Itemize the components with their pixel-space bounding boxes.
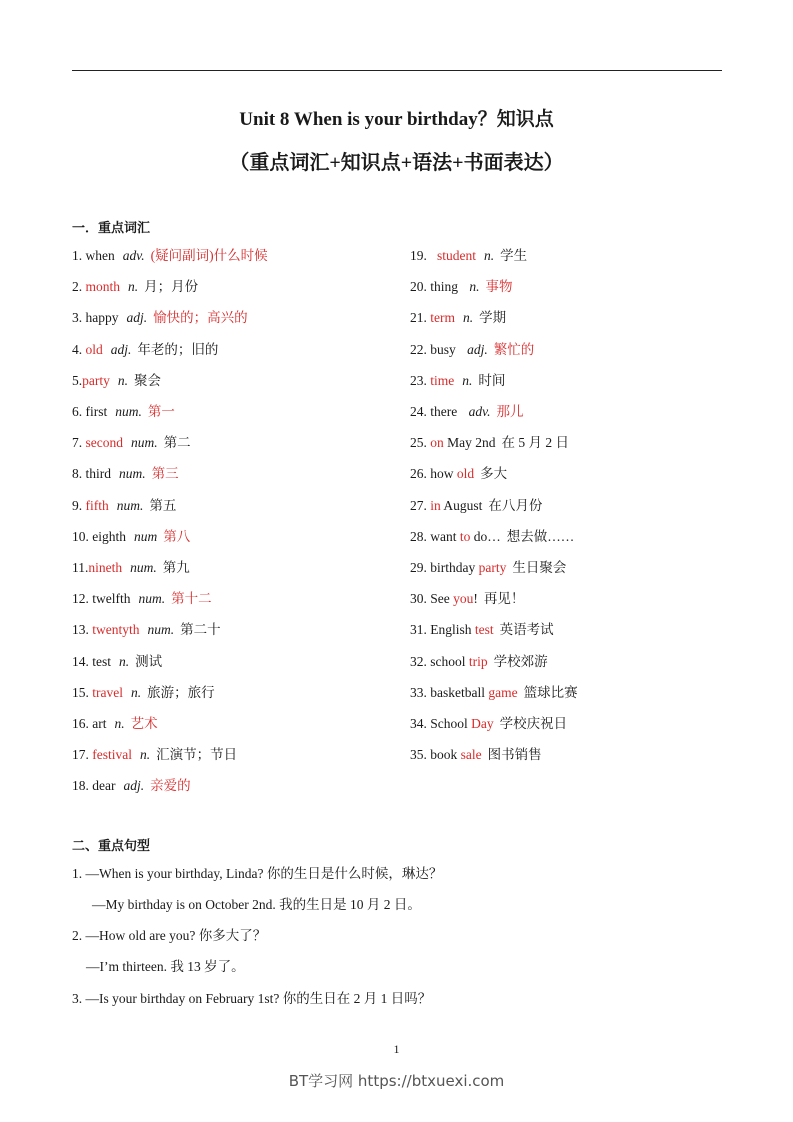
vocab-item [72, 465, 179, 483]
sentence-3: 2. —How old are you? 你多大了？ [72, 928, 267, 943]
vocab-pos: num. [115, 404, 142, 419]
vocab-meaning: 汇演节；节日 [156, 747, 238, 763]
vocab-meaning: 第二 [163, 435, 191, 451]
vocab-meaning: 第九 [162, 560, 190, 575]
vocab-item [410, 403, 523, 421]
vocab-pos: n. [117, 372, 128, 388]
vocab-meaning: 第五 [149, 497, 177, 513]
vocab-pos: adv. [468, 404, 491, 419]
vocab-number: 8. [72, 466, 86, 482]
vocab-pos: adj. [126, 310, 148, 326]
vocab-meaning: 测试 [135, 653, 163, 669]
vocab-item [410, 746, 542, 764]
vocab-meaning: 时间 [478, 372, 506, 388]
vocab-item [72, 559, 190, 577]
vocab-text: 30. See [410, 591, 454, 607]
vocab-number: 3. [72, 310, 86, 326]
vocab-text: 35. book [410, 747, 461, 763]
vocab-word: on [430, 435, 444, 451]
vocab-word: test [474, 622, 494, 638]
vocab-item [72, 403, 175, 421]
vocab-word: first [85, 404, 108, 419]
vocab-pos: n. [462, 372, 473, 388]
vocab-item [72, 434, 191, 452]
header-rule [72, 70, 722, 71]
vocab-meaning: 第三 [151, 466, 179, 482]
vocab-number: 5. [72, 372, 83, 388]
sentence-1: 1. —When is your birthday, Linda? 你的生日是什么时候，琳达？ [72, 866, 443, 881]
vocab-item [72, 497, 176, 515]
vocab-item [72, 715, 158, 733]
vocab-item [72, 247, 268, 265]
vocab-meaning: 聚会 [134, 372, 161, 388]
vocab-meaning: 学生 [500, 248, 528, 263]
vocab-meaning: 在八月份 [488, 497, 543, 513]
vocab-pos: adj. [123, 778, 145, 794]
vocab-number: 18. [72, 778, 93, 794]
vocab-meaning: (疑问副词)什么时候 [150, 248, 268, 263]
vocab-word: when [85, 248, 115, 263]
page-subtitle: （重点词汇+知识点+语法+书面表达） [229, 152, 564, 174]
vocab-item [72, 528, 190, 546]
vocab-text: do… [470, 528, 501, 544]
vocab-meaning: 第十二 [171, 591, 212, 607]
vocab-meaning: 第一 [147, 404, 175, 419]
vocab-word: Day [471, 716, 494, 731]
vocab-pos: n. [469, 279, 480, 295]
vocab-pos: num [134, 528, 158, 544]
vocab-text: 22. busy [410, 341, 460, 357]
vocab-word: third [85, 466, 111, 482]
vocab-meaning: 月；月份 [144, 279, 199, 295]
vocab-word: in [430, 497, 441, 513]
vocab-word: time [430, 372, 455, 388]
vocab-number: 2. [72, 279, 86, 295]
vocab-word: party [478, 560, 507, 575]
vocab-word: old [456, 466, 475, 482]
vocab-meaning: 愉快的；高兴的 [153, 310, 248, 326]
vocab-meaning: 再见！ [483, 591, 525, 607]
vocab-item [410, 715, 567, 733]
vocab-item [410, 528, 574, 546]
vocab-number: 9. [72, 497, 86, 513]
vocab-text: 27. [410, 497, 431, 513]
vocab-number: 4. [72, 341, 86, 357]
vocab-meaning: 年老的；旧的 [137, 341, 219, 357]
vocab-word: festival [92, 747, 132, 763]
vocab-pos: adv. [122, 248, 145, 263]
vocab-word: twelfth [92, 591, 131, 607]
sentence-2: —My birthday is on October 2nd. 我的生日是 10 月 2 日。 [92, 897, 421, 912]
vocab-number: 17. [72, 747, 93, 763]
vocab-meaning: 亲爱的 [150, 778, 191, 794]
vocab-pos: n. [140, 747, 151, 763]
sentence-4: —I’m thirteen. 我 13 岁了。 [86, 959, 245, 974]
vocab-word: fifth [85, 497, 109, 513]
vocab-meaning: 第二十 [180, 622, 221, 638]
vocab-word: old [85, 341, 103, 357]
vocab-pos: num. [138, 591, 166, 607]
sentence-5: 3. —Is your birthday on February 1st? 你的生日在 2 月 1 日吗？ [72, 991, 432, 1006]
vocab-text: ! [473, 591, 478, 607]
vocab-text: 28. want [410, 528, 460, 544]
vocab-pos: num. [116, 497, 144, 513]
vocab-word: you [453, 591, 474, 607]
vocab-pos: num. [131, 435, 158, 451]
vocab-item [410, 684, 578, 702]
vocab-word: art [92, 716, 107, 731]
vocab-item [410, 653, 548, 671]
vocab-pos: n. [463, 310, 474, 326]
vocab-text: 19. [410, 248, 437, 263]
vocab-item [72, 278, 198, 296]
vocab-item [410, 465, 507, 483]
vocab-meaning: 学期 [479, 310, 507, 326]
vocab-item [72, 777, 191, 795]
vocab-meaning: 学校郊游 [493, 653, 548, 669]
vocab-number: 15. [72, 684, 93, 700]
vocab-number: 1. [72, 248, 86, 263]
vocab-meaning: 那儿 [496, 404, 524, 419]
vocab-word: game [488, 684, 518, 700]
vocab-pos: adj. [110, 341, 132, 357]
vocab-text: August [440, 497, 483, 513]
vocab-text: 26. how [410, 466, 457, 482]
vocab-number: 11. [72, 560, 89, 575]
vocab-word: twentyth [92, 622, 140, 638]
vocab-item [72, 684, 215, 702]
vocab-word: term [430, 310, 455, 326]
vocab-item [410, 372, 505, 390]
vocab-text: 20. thing [410, 279, 462, 295]
section-heading-vocab: 一．重点词汇 [72, 221, 151, 236]
vocab-meaning: 事物 [485, 279, 513, 295]
vocab-pos: num. [119, 466, 146, 482]
footer-watermark: BT学习网 https://btxuexi.com [288, 1072, 505, 1090]
vocab-meaning: 学校庆祝日 [499, 716, 568, 731]
vocab-meaning: 第八 [163, 528, 191, 544]
vocab-meaning: 篮球比赛 [523, 684, 578, 700]
vocab-meaning: 多大 [480, 466, 508, 482]
vocab-item [72, 590, 212, 608]
vocab-pos: n. [114, 716, 125, 731]
vocab-word: trip [468, 653, 488, 669]
vocab-number: 13. [72, 622, 93, 638]
vocab-number: 7. [72, 435, 86, 451]
vocab-meaning: 生日聚会 [512, 560, 567, 575]
vocab-word: to [459, 528, 471, 544]
vocab-item [72, 372, 161, 390]
vocab-item [72, 653, 162, 671]
vocab-pos: num. [147, 622, 175, 638]
page-title: Unit 8 When is your birthday？知识点 [239, 109, 554, 130]
vocab-item [410, 341, 534, 359]
section-heading-sentences: 二、重点句型 [72, 839, 151, 854]
vocab-text: 21. [410, 310, 431, 326]
vocab-text: 32. school [410, 653, 469, 669]
vocab-pos: num. [130, 560, 157, 575]
vocab-number: 10. [72, 528, 93, 544]
vocab-word: month [85, 279, 121, 295]
vocab-meaning: 图书销售 [487, 747, 542, 763]
vocab-meaning: 英语考试 [499, 622, 554, 638]
vocab-meaning: 想去做…… [506, 528, 575, 544]
vocab-pos: n. [484, 248, 495, 263]
vocab-item [410, 590, 524, 608]
vocab-text: May 2nd [443, 435, 496, 451]
vocab-word: test [92, 653, 111, 669]
vocab-item [410, 309, 506, 327]
vocab-word: dear [92, 778, 116, 794]
vocab-meaning: 繁忙的 [493, 341, 535, 357]
vocab-word: student [437, 248, 476, 263]
vocab-item [410, 621, 554, 639]
vocab-word: second [85, 435, 123, 451]
vocab-item [72, 746, 237, 764]
vocab-number: 14. [72, 653, 93, 669]
vocab-pos: adj. [467, 341, 488, 357]
vocab-text: 29. birthday [410, 560, 479, 575]
vocab-text: 24. there [410, 404, 461, 419]
vocab-word: party [82, 372, 110, 388]
vocab-item [72, 621, 221, 639]
vocab-text: 33. basketball [410, 684, 489, 700]
vocab-meaning: 旅游；旅行 [147, 684, 215, 700]
vocab-word: happy [85, 310, 119, 326]
vocab-meaning: 在 5 月 2 日 [501, 435, 569, 451]
vocab-item [410, 497, 542, 515]
vocab-number: 6. [72, 404, 86, 419]
vocab-text: 23. [410, 372, 431, 388]
vocab-item [410, 278, 513, 296]
vocab-pos: n. [130, 684, 142, 700]
vocab-number: 12. [72, 591, 93, 607]
vocab-pos: n. [128, 279, 139, 295]
vocab-pos: n. [119, 653, 130, 669]
vocab-meaning: 艺术 [130, 716, 158, 731]
vocab-item [410, 247, 527, 265]
vocab-word: sale [460, 747, 482, 763]
vocab-text: 31. English [410, 622, 475, 638]
vocab-item [72, 341, 218, 359]
vocab-item [410, 434, 569, 452]
page-number: 1 [393, 1042, 400, 1056]
vocab-item [410, 559, 566, 577]
vocab-word: nineth [88, 560, 123, 575]
vocab-text: 25. [410, 435, 431, 451]
vocab-text: 34. School [410, 716, 472, 731]
vocab-word: travel [92, 684, 123, 700]
vocab-item [72, 309, 248, 327]
vocab-number: 16. [72, 716, 93, 731]
vocab-word: eighth [92, 528, 126, 544]
